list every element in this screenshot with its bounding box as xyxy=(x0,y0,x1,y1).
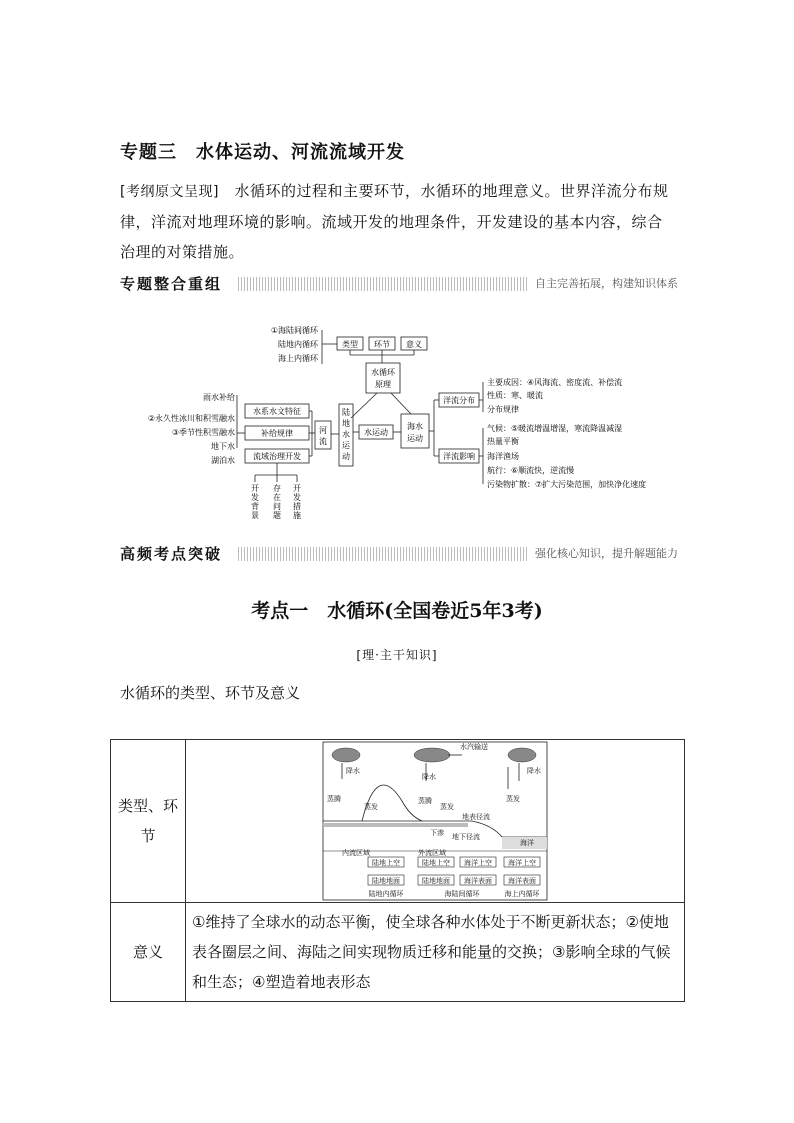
effect-item-5: 污染物扩散：⑦扩大污染范围，加快净化速度 xyxy=(487,480,647,489)
outline-label: [考纲原文呈现] xyxy=(120,184,219,200)
effect-item-3: 海洋渔场 xyxy=(487,452,519,461)
svg-text:蒸发: 蒸发 xyxy=(506,795,520,803)
current-dist: 洋流分布 xyxy=(443,396,475,405)
supply-1: 雨水补给 xyxy=(203,393,235,402)
svg-text:水汽输送: 水汽输送 xyxy=(460,743,488,751)
svg-text:施: 施 xyxy=(293,511,301,520)
svg-text:内流区域: 内流区域 xyxy=(342,849,370,857)
svg-text:海洋: 海洋 xyxy=(520,839,534,847)
topic-title: 专题三 水体运动、河流流域开发 xyxy=(120,142,405,163)
svg-text:海上内循环: 海上内循环 xyxy=(504,890,540,898)
svg-text:陆地上空: 陆地上空 xyxy=(422,859,450,867)
svg-text:蒸腾: 蒸腾 xyxy=(418,797,432,805)
svg-text:陆地上空: 陆地上空 xyxy=(372,859,400,867)
svg-text:蒸发: 蒸发 xyxy=(364,803,378,811)
svg-text:陆地内循环: 陆地内循环 xyxy=(368,890,404,898)
svg-text:地表径流: 地表径流 xyxy=(462,813,490,821)
banner-dots xyxy=(238,277,528,291)
svg-text:地下径流: 地下径流 xyxy=(452,833,480,841)
svg-text:降水: 降水 xyxy=(422,773,436,781)
svg-text:海洋上空: 海洋上空 xyxy=(508,859,536,867)
svg-text:水: 水 xyxy=(342,430,350,439)
diagram-cell xyxy=(186,740,685,903)
supply-4: 地下水 xyxy=(211,442,235,451)
svg-text:蒸发: 蒸发 xyxy=(440,803,454,811)
effect-item-2: 热量平衡 xyxy=(487,437,519,446)
svg-text:降水: 降水 xyxy=(527,767,541,775)
svg-text:陆地地面: 陆地地面 xyxy=(372,877,400,885)
svg-text:运: 运 xyxy=(342,441,350,450)
svg-text:原理: 原理 xyxy=(375,380,391,389)
dist-item-3: 分布规律 xyxy=(487,405,519,414)
svg-text:发: 发 xyxy=(251,493,259,502)
svg-text:水循环: 水循环 xyxy=(371,368,395,377)
svg-text:陆地地面: 陆地地面 xyxy=(422,877,450,885)
svg-text:河: 河 xyxy=(319,426,327,435)
box-link: 环节 xyxy=(374,340,390,349)
outline-text: 水循环的过程和主要环节，水循环的地理意义。世界洋流分布规律，洋流对地理环境的影响。流域开发的地理条件，开发建设的基本内容，综合治理的对策措施。 xyxy=(120,182,669,261)
dlabel: 降水 xyxy=(346,767,360,775)
svg-text:开: 开 xyxy=(251,484,259,493)
kaodian-title: 考点一 水循环(全国卷近5年3考) xyxy=(251,600,543,622)
svg-text:蒸腾: 蒸腾 xyxy=(327,795,341,803)
box-type: 类型 xyxy=(342,340,358,349)
effect-item-4: 航行：⑥顺流快，逆流慢 xyxy=(487,466,575,475)
dist-item-2: 性质：寒、暖流 xyxy=(487,391,543,400)
banner-left-text: 专题整合重组 xyxy=(120,274,226,294)
svg-text:动: 动 xyxy=(342,452,350,461)
table-row xyxy=(111,903,685,1002)
svg-text:海洋上空: 海洋上空 xyxy=(464,859,492,867)
svg-text:措: 措 xyxy=(293,502,301,511)
banner-dots xyxy=(238,547,528,561)
river-box-2: 补给规律 xyxy=(261,429,293,438)
supply-2: ②永久性冰川和积雪融水 xyxy=(147,414,235,423)
kaodian-subtag: [理·主干知识] xyxy=(356,648,438,662)
water-cycle-table xyxy=(110,739,685,1002)
svg-text:海水: 海水 xyxy=(407,422,423,431)
svg-text:发: 发 xyxy=(293,493,301,502)
syllabus-outline xyxy=(120,176,676,267)
svg-text:运动: 运动 xyxy=(407,434,423,443)
dist-item-1: 主要成因：④风海流、密度流、补偿流 xyxy=(487,378,623,387)
supply-3: ③季节性积雪融水 xyxy=(171,428,235,437)
effect-item-1: 气候：⑤暖流增温增湿，寒流降温减湿 xyxy=(487,424,623,433)
svg-text:下渗: 下渗 xyxy=(430,829,444,837)
svg-text:外流区域: 外流区域 xyxy=(418,849,446,857)
svg-text:问: 问 xyxy=(273,502,281,511)
svg-text:景: 景 xyxy=(251,511,259,520)
svg-text:海陆间循环: 海陆间循环 xyxy=(444,890,480,898)
svg-text:在: 在 xyxy=(273,493,281,502)
svg-text:陆: 陆 xyxy=(342,408,350,417)
cycle-type-3: 海上内循环 xyxy=(278,354,318,363)
svg-text:存: 存 xyxy=(273,484,281,493)
svg-text:地: 地 xyxy=(342,419,350,428)
svg-text:背: 背 xyxy=(251,502,259,511)
banner-highfreq xyxy=(120,544,678,564)
svg-text:海洋表面: 海洋表面 xyxy=(508,877,536,885)
river-box-1: 水系水文特征 xyxy=(253,407,301,416)
banner-right-text: 自主完善拓展，构建知识体系 xyxy=(529,274,678,294)
river-box-3: 流域治理开发 xyxy=(253,452,301,461)
svg-text:海洋表面: 海洋表面 xyxy=(464,877,492,885)
svg-text:题: 题 xyxy=(273,511,281,520)
meaning-text: ①维持了全球水的动态平衡，使全球各种水体处于不断更新状态；②使地表各圈层之间、海陆之间实现物质迁移和能量的交换；③影响全球的气候和生态；④塑造着地表形态 xyxy=(186,903,685,1002)
cycle-type-2: 陆地内循环 xyxy=(278,340,318,349)
section-heading: 水循环的类型、环节及意义 xyxy=(120,684,301,702)
current-effect: 洋流影响 xyxy=(443,452,475,461)
banner-right-text: 强化核心知识，提升解题能力 xyxy=(529,544,678,564)
row-header-type: 类型、环节 xyxy=(111,740,186,903)
water-motion-label: 水运动 xyxy=(364,428,388,437)
svg-text:开: 开 xyxy=(293,484,301,493)
concept-map xyxy=(115,318,685,528)
box-meaning: 意义 xyxy=(406,340,422,349)
water-cycle-diagram xyxy=(322,741,548,901)
table-row xyxy=(111,740,685,903)
cycle-type-1: ①海陆间循环 xyxy=(270,326,318,335)
banner-left-text: 高频考点突破 xyxy=(120,544,226,564)
supply-5: 湖泊水 xyxy=(211,456,235,465)
svg-text:流: 流 xyxy=(319,437,327,446)
banner-integration xyxy=(120,274,678,294)
row-header-meaning: 意义 xyxy=(111,903,186,1002)
